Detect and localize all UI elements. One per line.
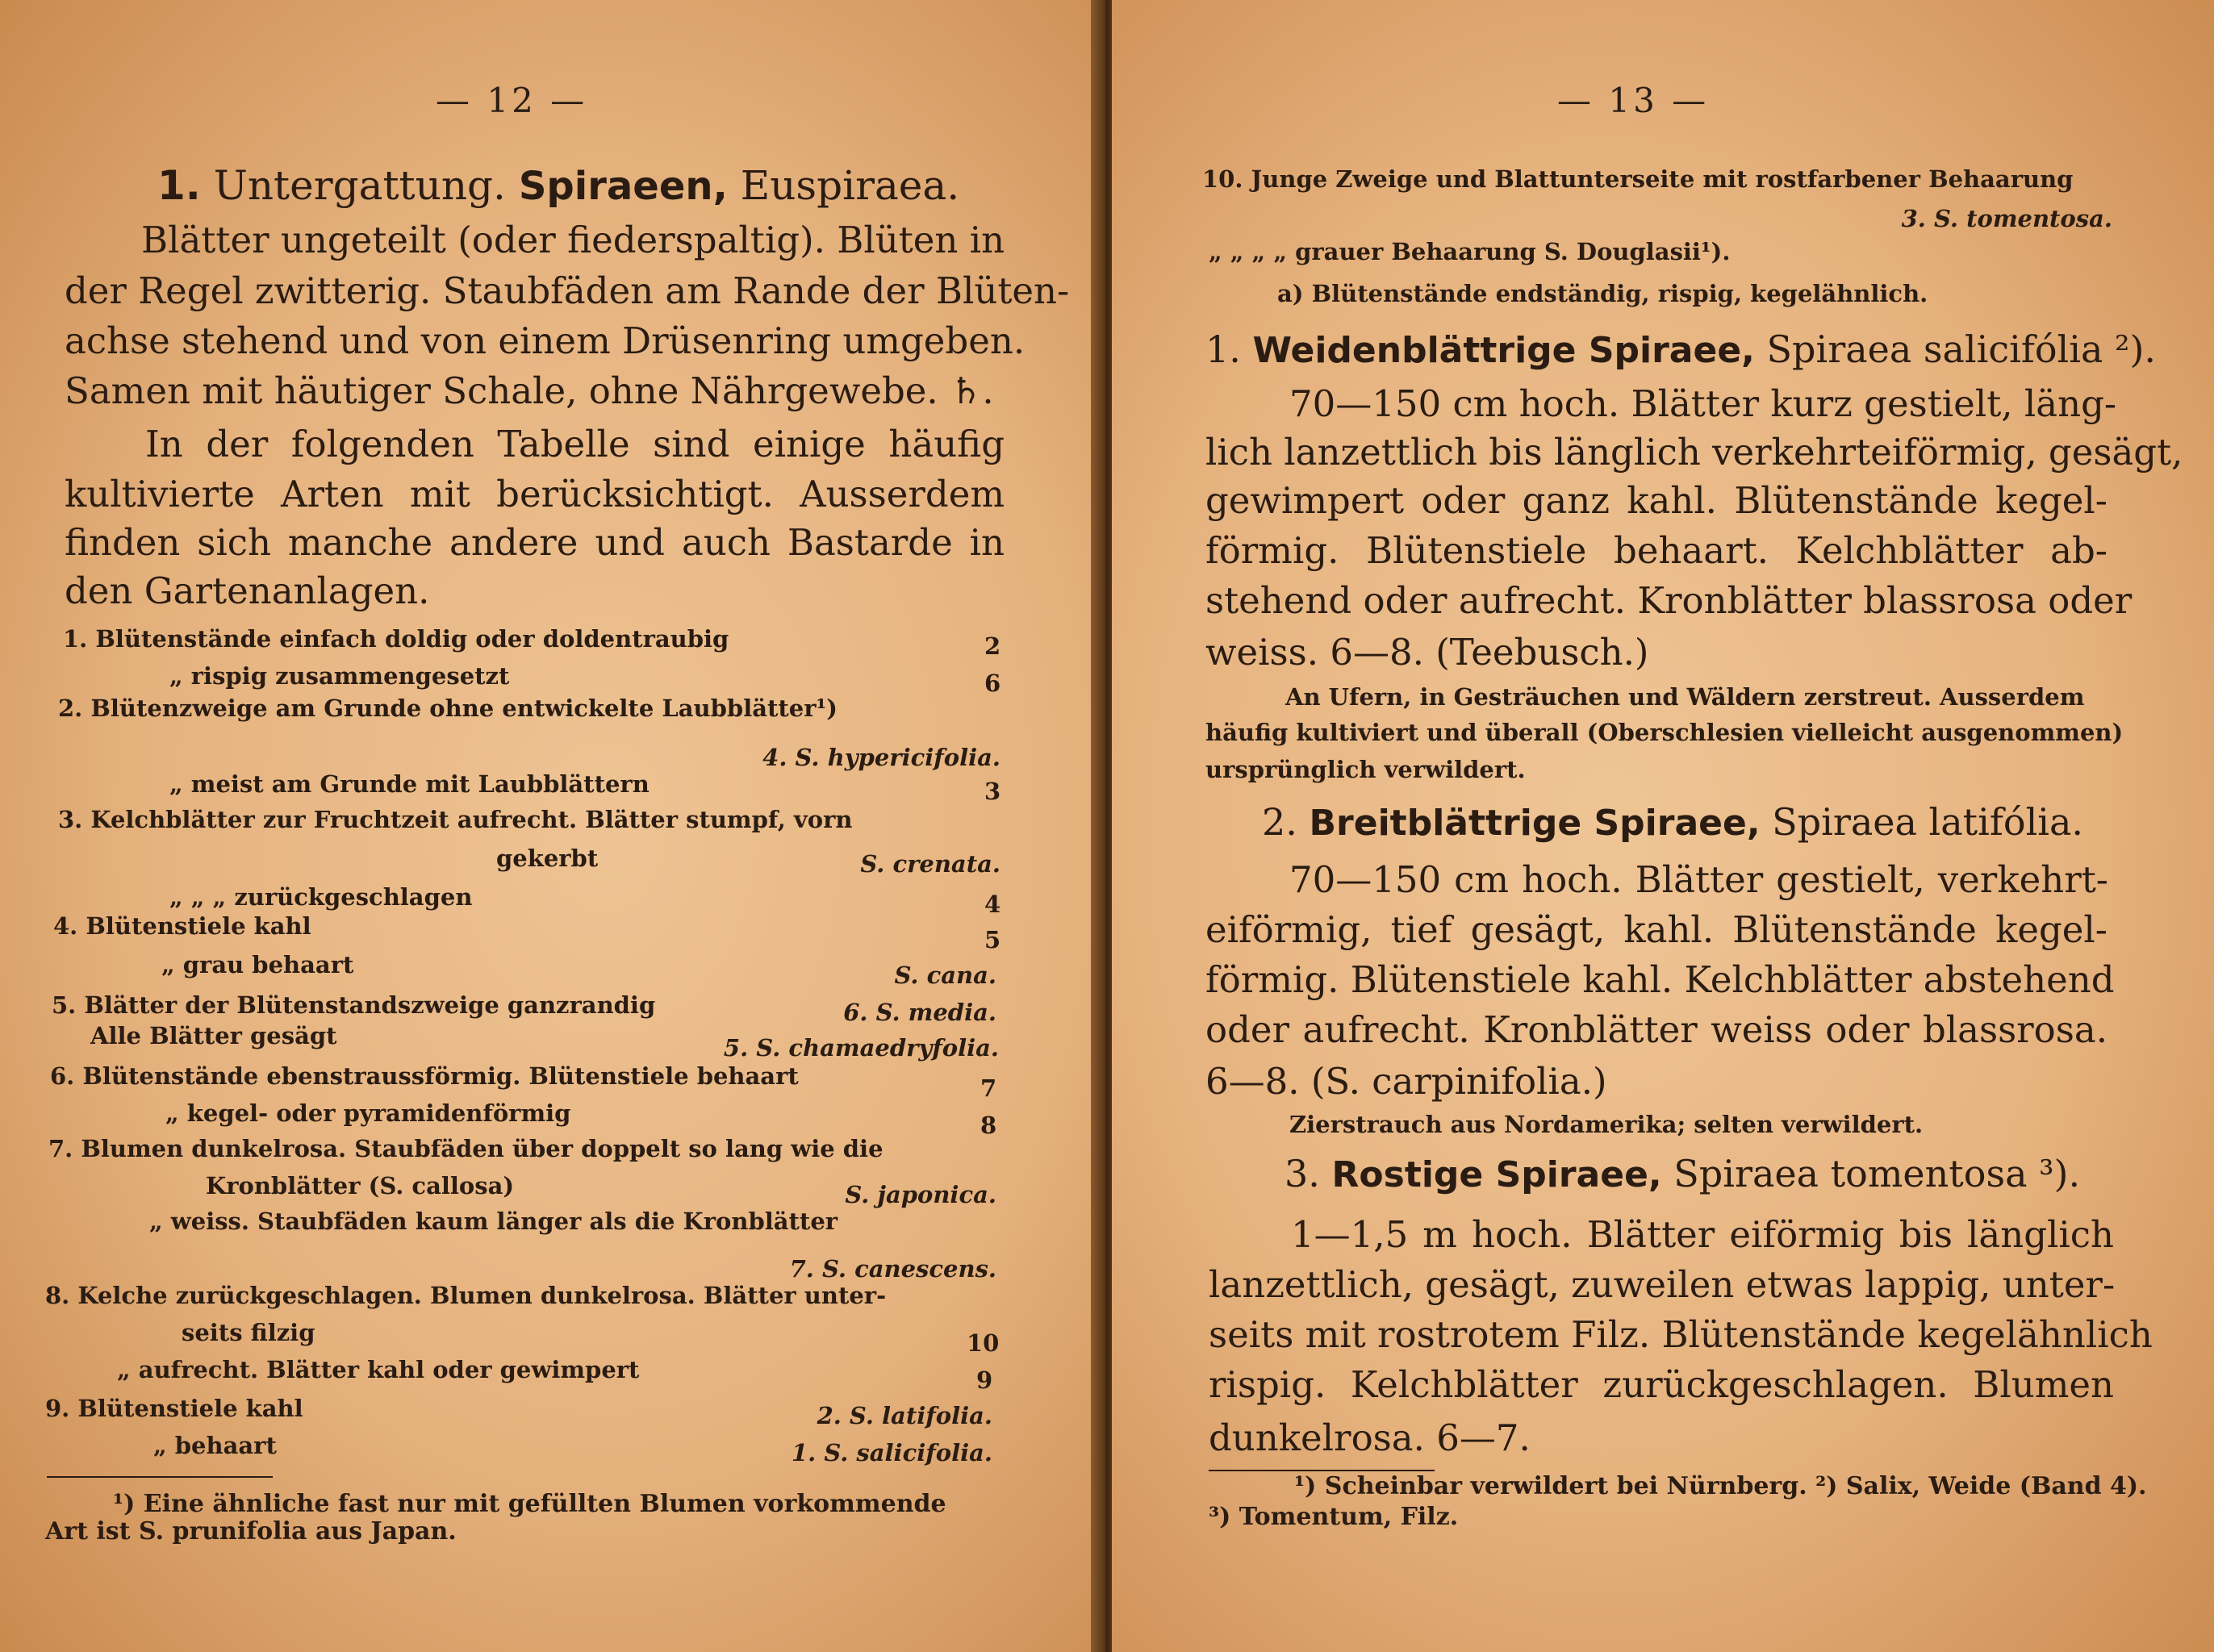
left-page [0, 0, 1099, 1652]
species-text-line: 1—1,5 m hoch. Blätter eiförmig bis länglich [1291, 1213, 2114, 1256]
footnote-line: ¹) Eine ähnliche fast nur mit gefüllten Blumen vorkommende [113, 1490, 946, 1518]
key-entry-text: „ grau behaart [161, 951, 354, 978]
species-text-line: rispig. Kelchblätter zurückgeschlagen. Blumen [1209, 1363, 2114, 1406]
key-entry-value: 3. S. tomentosa. [1901, 205, 2112, 232]
species-text-line: stehend oder aufrecht. Kronblätter blassrosa oder [1205, 579, 2133, 622]
species-text-line: lanzettlich, gesägt, zuweilen etwas lappig, unter- [1209, 1263, 2116, 1306]
key-entry-text: 1. Blütenstände einfach doldig oder doldentraubig [63, 625, 729, 653]
key-entry-value: 4 [984, 891, 1001, 918]
subgenus-heading [157, 162, 960, 209]
key-entry-text: „ meist am Grunde mit Laubblättern [169, 770, 650, 798]
species-bold-name: Breitblättrige Spiraee, [1309, 803, 1761, 844]
footnote-rule [1209, 1470, 1435, 1471]
page-number-left: — 12 — [436, 81, 588, 120]
key-entry-value: 5. S. chamaedryfolia. [723, 1034, 999, 1062]
key-entry-text: „ rispig zusammengesetzt [169, 662, 510, 690]
intro-line: achse stehend und von einem Drüsenring umgeben. [65, 319, 1026, 362]
species-note-line: Zierstrauch aus Nordamerika; selten verwildert. [1289, 1111, 1924, 1138]
species-number: 3. [1285, 1152, 1320, 1195]
intro-line: Blätter ungeteilt (oder fiederspaltig). Blüten in [141, 219, 1005, 261]
species-latin: Spiraea tomentosa ³). [1673, 1152, 2081, 1195]
species-text-line: lich lanzettlich bis länglich verkehrteiförmig, gesägt, [1205, 431, 2183, 473]
intro-line: In der folgenden Tabelle sind einige häufig [145, 423, 1005, 465]
key-entry-text: 4. Blütenstiele kahl [53, 912, 311, 940]
species-heading [1285, 1152, 2081, 1195]
key-entry-text: „ aufrecht. Blätter kahl oder gewimpert [117, 1356, 640, 1383]
key-entry-text: „ behaart [153, 1432, 277, 1459]
species-text-line: 6—8. (S. carpinifolia.) [1205, 1060, 1607, 1103]
key-entry-text: gekerbt [496, 845, 599, 872]
species-heading [1262, 800, 2084, 844]
species-note-line: ursprünglich verwildert. [1205, 756, 1526, 783]
key-entry-value: 2. S. latifolia. [817, 1402, 992, 1429]
species-number: 2. [1262, 800, 1297, 844]
key-entry-value: 3 [984, 778, 1001, 805]
species-latin: Spiraea latifólia. [1772, 800, 2084, 844]
intro-line: der Regel zwitterig. Staubfäden am Rande der Blüten- [65, 269, 1070, 312]
heading-prefix: Untergattung. [213, 162, 506, 209]
footnote-line: ³) Tomentum, Filz. [1209, 1503, 1459, 1531]
species-note-line: An Ufern, in Gesträuchen und Wäldern zerstreut. Ausserdem [1285, 683, 2085, 711]
key-entry-text: seits filzig [182, 1319, 315, 1346]
key-entry-text: 5. Blätter der Blütenstandszweige ganzrandig [52, 991, 656, 1019]
species-number: 1. [1205, 327, 1241, 371]
key-entry-value: 7. S. canescens. [789, 1255, 996, 1283]
heading-bold-name: Spiraeen, [518, 164, 728, 209]
key-entry-text: 8. Kelche zurückgeschlagen. Blumen dunkelrosa. Blätter unter- [45, 1282, 887, 1309]
intro-line: den Gartenanlagen. [65, 569, 430, 612]
key-entry-text: „ kegel- oder pyramidenförmig [165, 1099, 571, 1127]
key-entry-value: 9 [976, 1366, 993, 1394]
species-text-line: dunkelrosa. 6—7. [1209, 1416, 1531, 1459]
footnote-line: ¹) Scheinbar verwildert bei Nürnberg. ²) Salix, Weide (Band 4). [1294, 1472, 2147, 1500]
key-entry-value: 6. S. media. [843, 999, 996, 1026]
heading-number: 1. [157, 162, 201, 209]
key-entry-text: „ „ „ zurückgeschlagen [169, 883, 473, 911]
species-text-line: 70—150 cm hoch. Blätter kurz gestielt, läng- [1289, 382, 2117, 425]
key-entry-text: Kronblätter (S. callosa) [206, 1172, 515, 1199]
intro-line: finden sich manche andere und auch Bastarde in [65, 521, 1005, 564]
key-entry-value: 7 [980, 1074, 997, 1102]
species-text-line: seits mit rostrotem Filz. Blütenstände kegelähnlich [1209, 1313, 2153, 1356]
page-number-right: — 13 — [1557, 81, 1710, 120]
species-text-line: weiss. 6—8. (Teebusch.) [1205, 631, 1649, 674]
species-bold-name: Rostige Spiraee, [1331, 1154, 1662, 1195]
species-text-line: eiförmig, tief gesägt, kahl. Blütenstände kegel- [1205, 908, 2107, 951]
footnote-line: Art ist S. prunifolia aus Japan. [45, 1517, 457, 1546]
intro-line: Samen mit häutiger Schale, ohne Nährgewebe. ♄. [65, 369, 994, 412]
key-entry-value: 5 [984, 926, 1001, 953]
species-bold-name: Weidenblättrige Spiraee, [1252, 330, 1755, 371]
species-text-line: gewimpert oder ganz kahl. Blütenstände kegel- [1205, 479, 2107, 522]
key-entry-value: 2 [984, 632, 1001, 660]
key-entry-text: 2. Blütenzweige am Grunde ohne entwickelte Laubblätter¹) [58, 695, 838, 722]
species-text-line: 70—150 cm hoch. Blätter gestielt, verkehrt- [1289, 858, 2108, 901]
species-latin: Spiraea salicifólia ²). [1766, 327, 2157, 371]
key-entry-text: 3. Kelchblätter zur Fruchtzeit aufrecht. Blätter stumpf, vorn [58, 806, 853, 833]
key-entry-value: 8 [980, 1112, 997, 1139]
key-entry-value: S. japonica. [845, 1181, 996, 1208]
right-page [1112, 0, 2214, 1652]
key-entry-value: 10 [967, 1329, 1000, 1357]
key-entry-value: 6 [984, 670, 1001, 697]
species-note-line: häufig kultiviert und überall (Oberschlesien vielleicht ausgenommen) [1205, 719, 2124, 746]
species-heading [1205, 327, 2157, 371]
key-entry-text: 7. Blumen dunkelrosa. Staubfäden über doppelt so lang wie die [48, 1135, 884, 1162]
key-entry-text: Alle Blätter gesägt [90, 1022, 337, 1049]
heading-suffix: Euspiraea. [740, 162, 960, 209]
key-entry-text: 9. Blütenstiele kahl [45, 1395, 303, 1422]
footnote-rule [47, 1476, 273, 1478]
key-entry-text: „ weiss. Staubfäden kaum länger als die Kronblätter [149, 1208, 838, 1235]
key-entry-value: S. cana. [894, 962, 996, 989]
key-entry-text: „ „ „ „ grauer Behaarung S. Douglasii¹). [1209, 238, 1731, 265]
key-entry-value: S. crenata. [860, 850, 1000, 878]
species-text-line: oder aufrecht. Kronblätter weiss oder blassrosa. [1205, 1008, 2107, 1051]
section-subheading: a) Blütenstände endständig, rispig, kegelähnlich. [1277, 280, 1928, 307]
key-entry-text: 6. Blütenstände ebenstraussförmig. Blütenstiele behaart [50, 1062, 799, 1090]
key-entry-value: 1. S. salicifolia. [791, 1439, 992, 1466]
species-text-line: förmig. Blütenstiele behaart. Kelchblätter ab- [1205, 529, 2107, 572]
species-text-line: förmig. Blütenstiele kahl. Kelchblätter abstehend [1205, 958, 2115, 1001]
key-entry-value: 4. S. hypericifolia. [762, 744, 1000, 771]
intro-line: kultivierte Arten mit berücksichtigt. Ausserdem [65, 473, 1005, 515]
key-entry-text: 10. Junge Zweige und Blattunterseite mit rostfarbener Behaarung [1202, 165, 2074, 193]
